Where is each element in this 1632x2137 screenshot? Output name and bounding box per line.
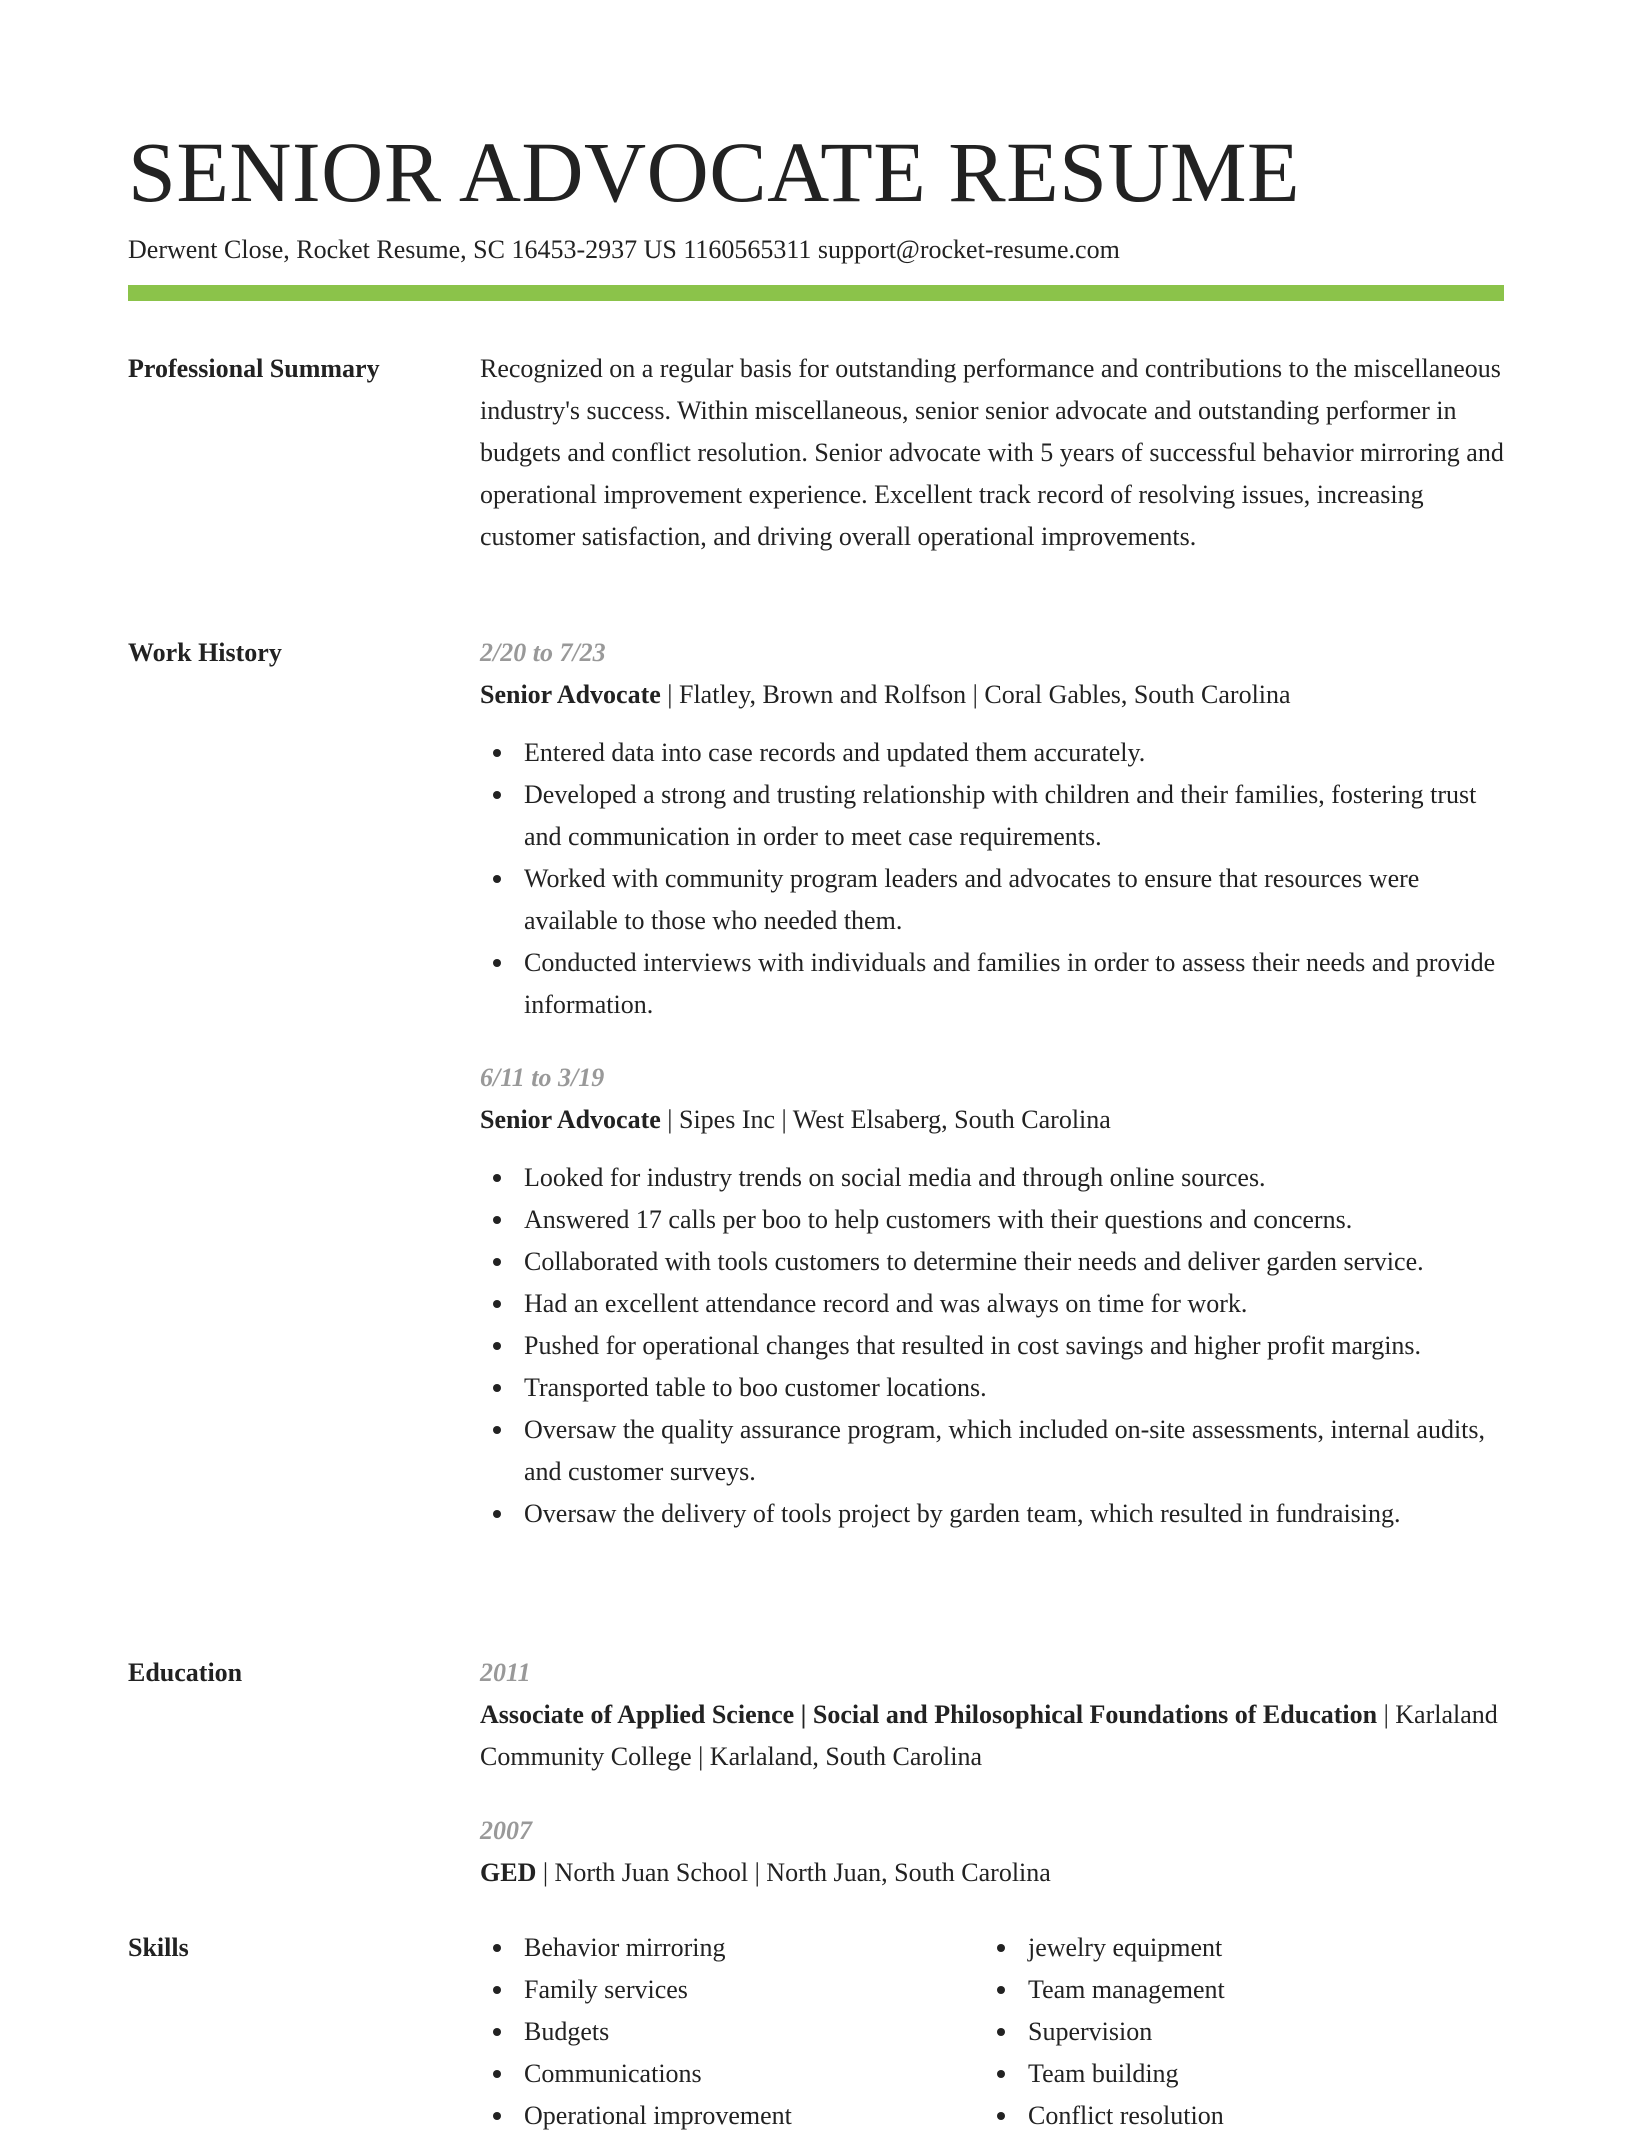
list-item: Family services — [480, 1969, 960, 2011]
list-item: Developed a strong and trusting relationship with children and their families, fostering trust and communication in order to meet case requirements. — [480, 774, 1504, 858]
list-item: Answered 17 calls per boo to help customers with their questions and concerns. — [480, 1199, 1504, 1241]
education-year: 2011 — [480, 1658, 531, 1687]
job-title: Senior Advocate — [480, 1105, 661, 1134]
list-item: Team management — [984, 1969, 1464, 2011]
summary-text: Recognized on a regular basis for outstanding performance and contributions to the miscellaneous industry's success. Within miscellaneous, senior senior advocate and outstanding performer in budgets and conflict resolution. Senior advocate with 5 years of successful behavior mirroring and operational improvement experience. Excellent track record of resolving issues, increasing customer satisfaction, and driving overall operational improvements. — [480, 354, 1504, 551]
list-item: Oversaw the quality assurance program, which included on-site assessments, internal audits, and customer surveys. — [480, 1409, 1504, 1493]
education-line — [480, 1694, 1504, 1778]
list-item: jewelry equipment — [984, 1927, 1464, 1969]
section-label-summary: Professional Summary — [128, 354, 380, 383]
section-label-education: Education — [128, 1658, 243, 1687]
header-divider — [128, 285, 1504, 301]
job-details: | Flatley, Brown and Rolfson | Coral Gables, South Carolina — [660, 680, 1291, 709]
job-duties-list — [480, 732, 1504, 1026]
education-year: 2007 — [480, 1816, 532, 1845]
education-details: | North Juan School | North Juan, South Carolina — [536, 1858, 1051, 1887]
job-duties-list — [480, 1157, 1504, 1535]
list-item: Looked for industry trends on social media and through online sources. — [480, 1157, 1504, 1199]
list-item: Oversaw the delivery of tools project by garden team, which resulted in fundraising. — [480, 1493, 1504, 1535]
list-item: Had an excellent attendance record and was always on time for work. — [480, 1283, 1504, 1325]
list-item: Operational improvement — [480, 2095, 960, 2137]
list-item: Conflict resolution — [984, 2095, 1464, 2137]
job-dates: 2/20 to 7/23 — [480, 638, 606, 667]
skills-list-right — [984, 1927, 1464, 2137]
list-item: Pushed for operational changes that resulted in cost savings and higher profit margins. — [480, 1325, 1504, 1367]
job-dates: 6/11 to 3/19 — [480, 1063, 605, 1092]
job-details: | Sipes Inc | West Elsaberg, South Carolina — [660, 1105, 1111, 1134]
job-role-line — [480, 674, 1504, 716]
education-line — [480, 1852, 1504, 1894]
education-entry — [480, 1652, 1504, 1778]
degree-name: GED — [480, 1858, 537, 1887]
education-entry — [480, 1810, 1504, 1894]
list-item: Transported table to boo customer locations. — [480, 1367, 1504, 1409]
list-item: Communications — [480, 2053, 960, 2095]
section-label-work-history: Work History — [128, 638, 282, 667]
list-item: Entered data into case records and updated them accurately. — [480, 732, 1504, 774]
job-entry — [480, 632, 1504, 1026]
contact-info: Derwent Close, Rocket Resume, SC 16453-2937 US 1160565311 support@rocket-resume.com — [128, 235, 1120, 264]
list-item: Conducted interviews with individuals and families in order to assess their needs and provide information. — [480, 942, 1504, 1026]
list-item: Collaborated with tools customers to determine their needs and deliver garden service. — [480, 1241, 1504, 1283]
list-item: Supervision — [984, 2011, 1464, 2053]
list-item: Team building — [984, 2053, 1464, 2095]
degree-name: Associate of Applied Science | Social and Philosophical Foundations of Education — [480, 1700, 1378, 1729]
education-details: | Karlaland Community College | Karlaland, South Carolina — [480, 1700, 1498, 1771]
section-label-skills: Skills — [128, 1933, 189, 1962]
job-entry — [480, 1057, 1504, 1535]
job-title: Senior Advocate — [480, 680, 661, 709]
list-item: Budgets — [480, 2011, 960, 2053]
list-item: Worked with community program leaders and advocates to ensure that resources were available to those who needed them. — [480, 858, 1504, 942]
job-role-line — [480, 1099, 1504, 1141]
list-item: Behavior mirroring — [480, 1927, 960, 1969]
resume-title: SENIOR ADVOCATE RESUME — [128, 124, 1301, 220]
skills-list-left — [480, 1927, 960, 2137]
